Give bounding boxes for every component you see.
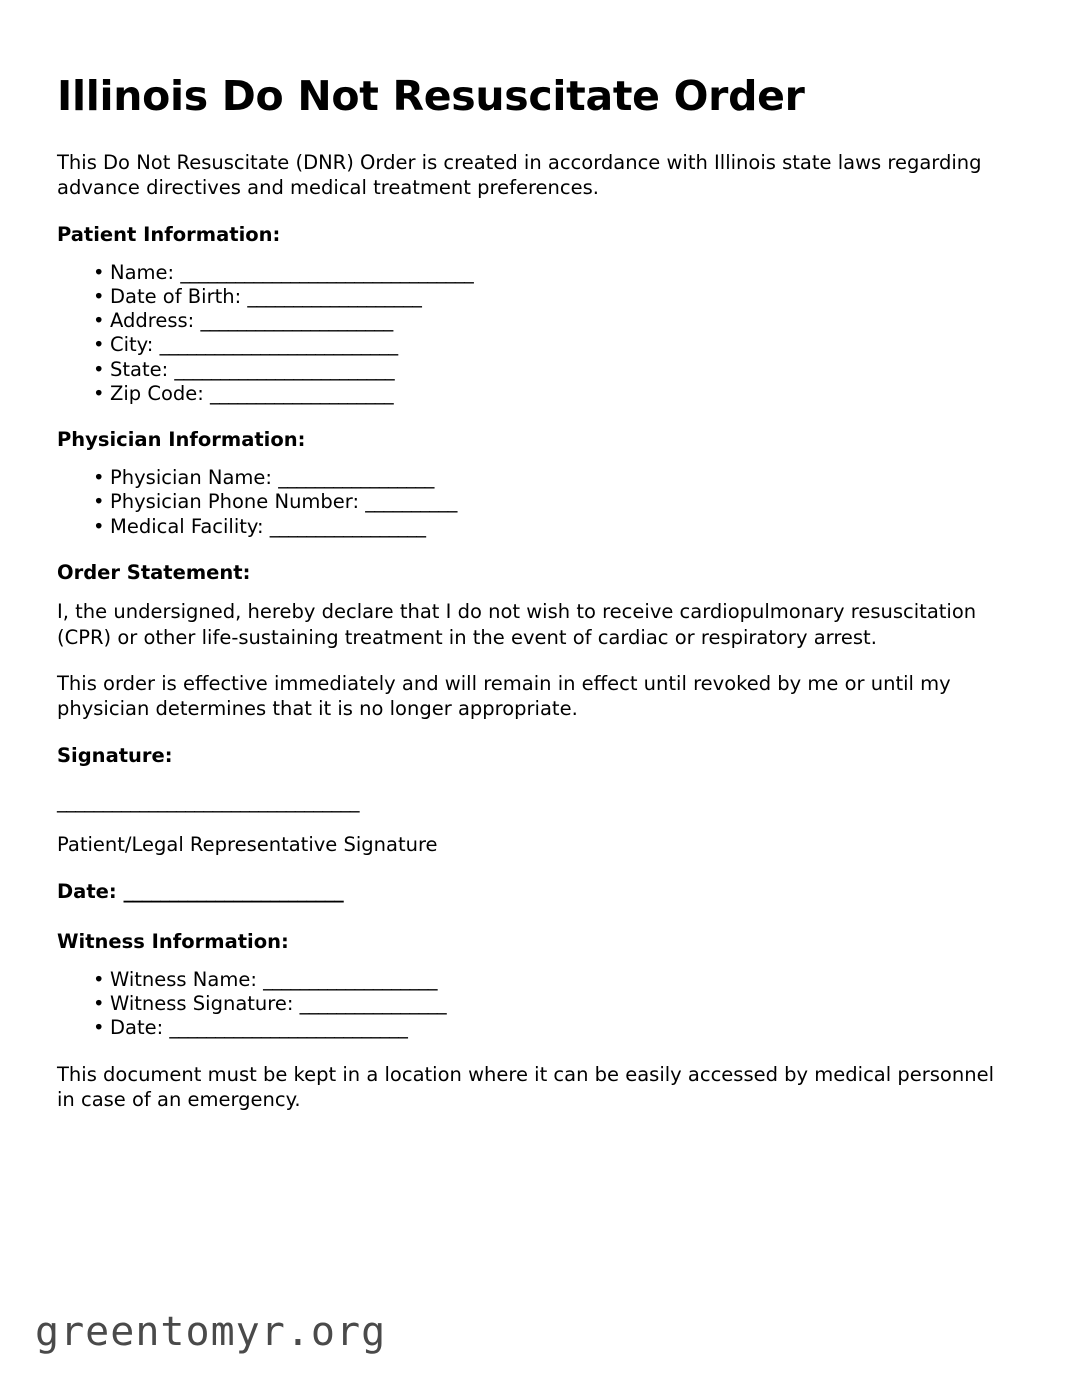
physician-information-list: [57, 466, 1010, 539]
signature-heading: Signature:: [57, 743, 173, 767]
field-label: Physician Name:: [110, 466, 272, 490]
signature-blank-line[interactable]: _________________________________: [57, 789, 359, 813]
field-label: Physician Phone Number:: [110, 490, 360, 514]
field-label: Zip Code:: [110, 381, 204, 405]
field-label: Medical Facility:: [110, 514, 264, 538]
list-item: [57, 1016, 1010, 1040]
patient-information-list: [57, 261, 1010, 406]
patient-information-heading: Patient Information:: [57, 222, 281, 246]
field-blank-line[interactable]: ___________________: [247, 285, 422, 309]
field-label: State:: [110, 357, 169, 381]
list-item: [57, 309, 1010, 333]
field-blank-line[interactable]: ___________________: [263, 968, 437, 992]
order-statement-paragraph-2: This order is effective immediately and will remain in effect until revoked by me or until my physician determines that it is no longer appropriate.: [57, 671, 951, 721]
field-blank-line[interactable]: ____________________: [210, 381, 394, 405]
order-statement-paragraph-1: I, the undersigned, hereby declare that I do not wish to receive cardiopulmonary resuscitation (CPR) or other life-sustaining treatment in the event of cardiac or respiratory arrest.: [57, 600, 977, 649]
field-label: Witness Name:: [110, 968, 257, 992]
field-blank-line[interactable]: _________________: [269, 514, 426, 538]
order-statement-heading: Order Statement:: [57, 560, 251, 584]
intro-paragraph: This Do Not Resuscitate (DNR) Order is created in accordance with Illinois state laws regarding advance directives and medical treatment preferences.: [57, 150, 982, 200]
field-label: Date:: [110, 1016, 164, 1040]
list-item: [57, 968, 1010, 992]
field-blank-line[interactable]: ________________________: [174, 357, 394, 381]
list-item: [57, 358, 1010, 382]
field-label: City:: [110, 333, 154, 357]
signature-date-row: [57, 879, 1010, 904]
field-blank-line[interactable]: _____________________: [200, 309, 393, 333]
field-blank-line[interactable]: __________: [365, 490, 457, 514]
list-item: [57, 261, 1010, 285]
list-item: [57, 382, 1010, 406]
field-blank-line[interactable]: ________________: [299, 992, 447, 1016]
page-title: Illinois Do Not Resuscitate Order: [57, 72, 805, 120]
field-label: Name:: [110, 260, 175, 284]
witness-information-heading: Witness Information:: [57, 929, 289, 953]
site-watermark: greentomyr.org: [35, 1309, 387, 1355]
field-label: Witness Signature:: [110, 992, 294, 1016]
signature-caption: Patient/Legal Representative Signature: [57, 833, 438, 857]
field-label: Address:: [110, 309, 195, 333]
date-label: Date:: [57, 880, 117, 904]
list-item: [57, 515, 1010, 539]
field-blank-line[interactable]: __________________________: [169, 1016, 408, 1040]
field-blank-line[interactable]: _________________: [278, 466, 434, 490]
closing-paragraph: This document must be kept in a location where it can be easily accessed by medical personnel in case of an emergency.: [57, 1062, 994, 1111]
witness-information-list: [57, 968, 1010, 1041]
list-item: [57, 490, 1010, 514]
list-item: [57, 333, 1010, 357]
list-item: [57, 466, 1010, 490]
list-item: [57, 285, 1010, 309]
physician-information-heading: Physician Information:: [57, 427, 306, 451]
list-item: [57, 992, 1010, 1016]
field-blank-line[interactable]: __________________________: [159, 333, 398, 357]
date-blank-line[interactable]: ________________________: [123, 880, 344, 904]
field-blank-line[interactable]: ________________________________: [180, 260, 474, 284]
field-label: Date of Birth:: [110, 285, 242, 309]
